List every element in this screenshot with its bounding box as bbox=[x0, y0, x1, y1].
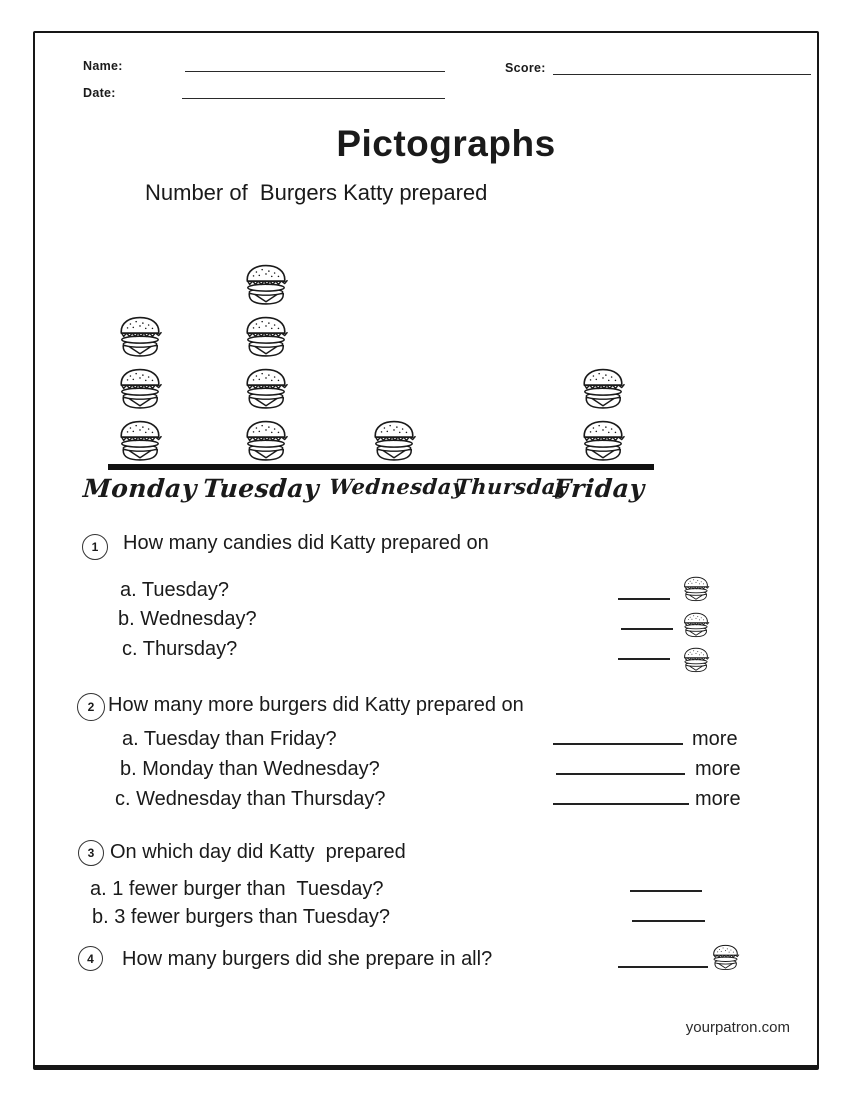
question-1b-label: b. Wednesday? bbox=[118, 608, 257, 630]
score-input-line[interactable] bbox=[553, 58, 811, 75]
burger-icon bbox=[117, 418, 163, 462]
burger-icon bbox=[682, 646, 710, 673]
burger-icon bbox=[711, 943, 740, 971]
score-label: Score: bbox=[505, 61, 546, 75]
question-2c-suffix: more bbox=[695, 788, 741, 810]
burger-icon bbox=[243, 366, 289, 410]
day-label-monday: Monday bbox=[82, 474, 198, 503]
burger-icon bbox=[243, 418, 289, 462]
burger-icon bbox=[243, 262, 289, 306]
question-2c-label: c. Wednesday than Thursday? bbox=[115, 788, 386, 810]
day-label-thursday: Thursday bbox=[454, 474, 570, 499]
question-3b-label: b. 3 fewer burgers than Tuesday? bbox=[92, 906, 390, 928]
question-2a-suffix: more bbox=[692, 728, 738, 750]
burger-icon bbox=[117, 314, 163, 358]
chart-baseline bbox=[108, 464, 654, 470]
footer-website: yourpatron.com bbox=[685, 1019, 790, 1036]
question-1a-answer-line[interactable] bbox=[618, 598, 670, 600]
burger-icon bbox=[682, 611, 710, 638]
question-2a-answer-line[interactable] bbox=[553, 743, 683, 745]
date-label: Date: bbox=[83, 86, 116, 100]
burger-icon bbox=[243, 314, 289, 358]
question-2c-answer-line[interactable] bbox=[553, 803, 689, 805]
question-1b-answer-line[interactable] bbox=[621, 628, 673, 630]
question-4-text: How many burgers did she prepare in all? bbox=[122, 948, 493, 970]
question-1-number: 1 bbox=[82, 534, 108, 560]
day-label-wednesday: Wednesday bbox=[328, 474, 466, 499]
burger-icon bbox=[580, 366, 626, 410]
date-input-line[interactable] bbox=[182, 82, 445, 99]
question-1a-label: a. Tuesday? bbox=[120, 579, 229, 601]
burger-icon bbox=[580, 418, 626, 462]
question-3b-answer-line[interactable] bbox=[632, 920, 705, 922]
question-1c-answer-line[interactable] bbox=[618, 658, 670, 660]
day-label-friday: Friday bbox=[552, 474, 646, 503]
question-3-text: On which day did Katty prepared bbox=[110, 841, 406, 863]
name-input-line[interactable] bbox=[185, 55, 445, 72]
question-2b-answer-line[interactable] bbox=[556, 773, 685, 775]
question-1-text: How many candies did Katty prepared on bbox=[123, 532, 489, 554]
question-1c-label: c. Thursday? bbox=[122, 638, 238, 660]
question-4-number: 4 bbox=[78, 946, 103, 971]
page-title: Pictographs bbox=[336, 123, 556, 164]
question-2a-label: a. Tuesday than Friday? bbox=[122, 728, 337, 750]
question-3-number: 3 bbox=[78, 840, 104, 866]
burger-icon bbox=[117, 366, 163, 410]
question-2b-label: b. Monday than Wednesday? bbox=[120, 758, 380, 780]
name-label: Name: bbox=[83, 59, 123, 73]
question-3a-answer-line[interactable] bbox=[630, 890, 702, 892]
chart-title: Number of Burgers Katty prepared bbox=[145, 180, 488, 205]
question-3a-label: a. 1 fewer burger than Tuesday? bbox=[90, 878, 384, 900]
burger-icon bbox=[371, 418, 417, 462]
question-4-answer-line[interactable] bbox=[618, 966, 708, 968]
question-2-text: How many more burgers did Katty prepared on bbox=[108, 694, 524, 716]
day-label-tuesday: Tuesday bbox=[201, 474, 321, 503]
question-2b-suffix: more bbox=[695, 758, 741, 780]
question-2-number: 2 bbox=[77, 693, 105, 721]
burger-icon bbox=[682, 575, 710, 602]
